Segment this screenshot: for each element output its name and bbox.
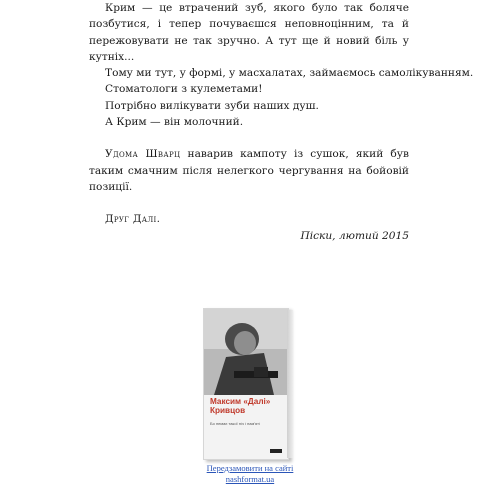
poem-line: Тому ми тут, у формі, у масхалатах, займаємось самолікуванням. [105,67,474,80]
book-cover-photo-icon [204,309,288,395]
preorder-link[interactable]: Передзамовити на сайті [206,463,294,473]
signature-place-date: Піски, лютий 2015 [300,229,409,242]
book-author-title: Максим «Далі» Кривцов [210,397,271,415]
paragraph-crimea: Крим — це втрачений зуб, якого було так боляче позбутися, і тепер почуваєшся неповноцінним, та й пережовувати не так зручно. А тут ще й новий біль у кутніх... [89,2,409,63]
poem-line: Стоматологи з кулеметами! [105,83,263,96]
page-text [89,0,474,244]
book-front [203,308,289,460]
paragraph-shvarts-rest: наварив кампоту із сушок, який був таким смачним після нелегкого чергування на бойовій позиції. [89,148,409,193]
poem-lines [89,65,474,130]
footer-links [0,463,500,484]
book-cover[interactable] [203,308,295,460]
poem-line: А Крим — він молочний. [105,116,244,129]
book-subtitle: Бо немає такої ніч і пам'яті [210,421,260,426]
name-shvarts: Удома Шварц [105,148,181,161]
closing-line: Друг Далі. [105,213,161,226]
site-link[interactable]: nashformat.ua [225,473,275,484]
poem-line: Потрібно вилікувати зуби наших душ. [105,99,319,112]
book-spine [287,310,293,458]
paragraph-shvarts [89,146,409,195]
publisher-logo-icon [270,449,282,453]
